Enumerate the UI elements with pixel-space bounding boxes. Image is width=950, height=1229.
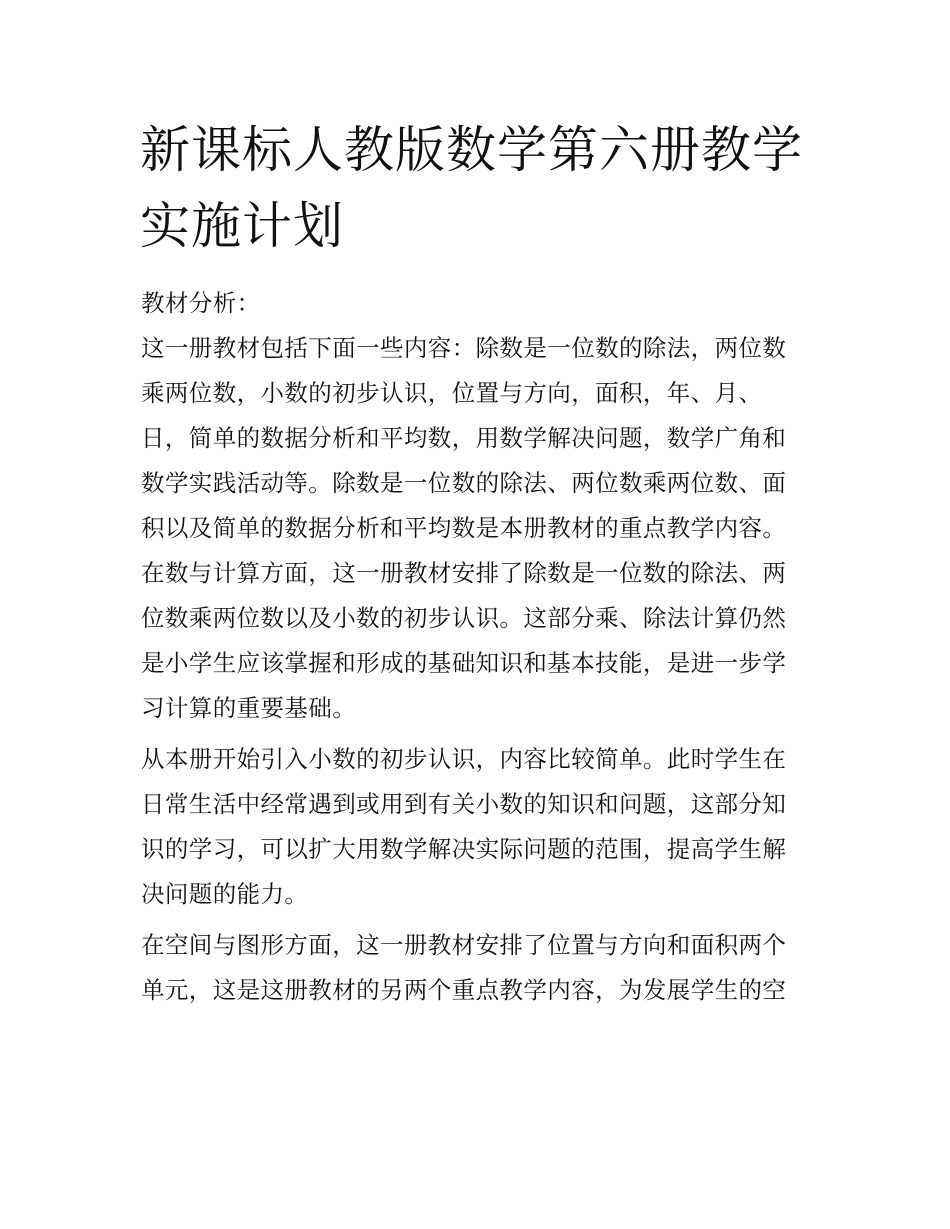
paragraph: [141, 923, 813, 1013]
text-line: 从本册开始引入小数的初步认识，内容比较简单。此时学生在: [141, 745, 787, 773]
text-line: 这一册教材包括下面一些内容：除数是一位数的除法，两位数: [141, 334, 787, 362]
paragraph: [141, 551, 813, 731]
text-line: 日常生活中经常遇到或用到有关小数的知识和问题，这部分知: [141, 790, 787, 818]
paragraph: [141, 737, 813, 917]
document-title: [140, 112, 820, 264]
text-line: 乘两位数，小数的初步认识，位置与方向，面积，年、月、: [141, 379, 763, 407]
text-line: 习计算的重要基础。: [141, 694, 357, 722]
paragraph: [141, 326, 813, 551]
text-line: 在数与计算方面，这一册教材安排了除数是一位数的除法、两: [141, 559, 787, 587]
text-line: 位数乘两位数以及小数的初步认识。这部分乘、除法计算仍然: [141, 604, 787, 632]
text-line: 单元，这是这册教材的另两个重点教学内容，为发展学生的空: [141, 976, 787, 1004]
document-body: [141, 281, 813, 1013]
text-line: 是小学生应该掌握和形成的基础知识和基本技能，是进一步学: [141, 649, 787, 677]
text-line: 在空间与图形方面，这一册教材安排了位置与方向和面积两个: [141, 931, 787, 959]
title-line-2: 实施计划: [140, 197, 344, 255]
text-line: 数学实践活动等。除数是一位数的除法、两位数乘两位数、面: [141, 469, 787, 497]
text-line: 积以及简单的数据分析和平均数是本册教材的重点教学内容。: [141, 514, 787, 542]
paragraph-section-heading: [141, 281, 813, 326]
text-line: 决问题的能力。: [141, 880, 309, 908]
text-line: 教材分析：: [141, 289, 261, 317]
text-line: 识的学习，可以扩大用数学解决实际问题的范围，提高学生解: [141, 835, 787, 863]
text-line: 日，简单的数据分析和平均数，用数学解决问题，数学广角和: [141, 424, 787, 452]
title-line-1: 新课标人教版数学第六册教学: [140, 121, 803, 179]
